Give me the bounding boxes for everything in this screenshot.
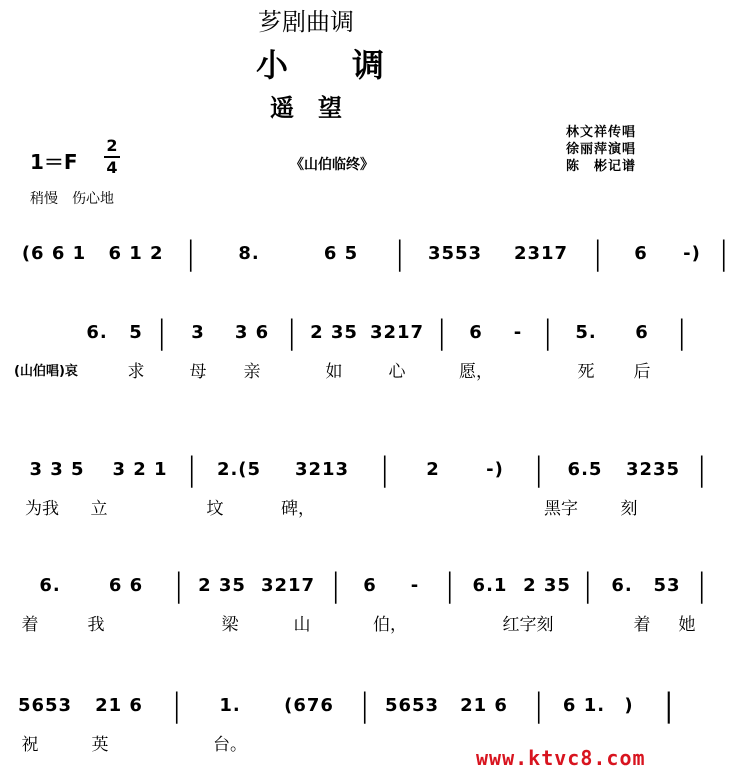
lyric-line xyxy=(14,354,694,384)
note-group: ) xyxy=(624,694,634,716)
lyric-syllable: 红字刻 xyxy=(502,614,554,635)
lyric-syllable: 死 xyxy=(577,361,595,382)
lyric-syllable: 着 xyxy=(633,614,651,635)
lyric-syllable: (山伯唱)哀 xyxy=(14,363,78,379)
note-group: 2 xyxy=(426,458,440,480)
barline: | xyxy=(332,566,340,604)
lyric-syllable: 为我 xyxy=(25,498,59,519)
category-title: 芗剧曲调 xyxy=(258,8,354,36)
barline: | xyxy=(535,450,543,488)
note-group: 6 1 2 xyxy=(108,242,164,264)
credit-line: 林文祥传唱 xyxy=(566,125,637,140)
tempo-marking: 稍慢 伤心地 xyxy=(30,191,114,207)
time-numerator: 2 xyxy=(106,136,118,155)
note-group: 2 35 xyxy=(523,574,571,596)
barline: | xyxy=(698,450,706,488)
lyric-syllable: 如 xyxy=(325,361,343,382)
lyric-syllable: 祝 xyxy=(21,734,39,755)
notation-line xyxy=(14,234,728,272)
note-group: 3 xyxy=(191,321,205,343)
barline: | xyxy=(173,686,181,724)
barline: | xyxy=(361,686,369,724)
note-group: 8. xyxy=(238,242,260,264)
note-group: 6 5 xyxy=(323,242,359,264)
lyric-syllable: 母 xyxy=(189,361,207,382)
key-signature: 1＝F xyxy=(30,150,78,174)
barline: | xyxy=(584,566,592,604)
note-group: (6 6 1 xyxy=(21,242,87,264)
credit-line: 陈 彬记谱 xyxy=(566,159,637,174)
barline: | xyxy=(158,313,166,351)
lyric-syllable: 着 xyxy=(21,614,39,635)
lyric-syllable: 台。 xyxy=(213,734,247,755)
lyric-syllable: 伯， xyxy=(373,614,407,635)
barline: | xyxy=(438,313,446,351)
notation-line xyxy=(14,450,706,488)
note-group: 6 xyxy=(634,242,648,264)
barline: | xyxy=(544,313,552,351)
note-group: 2 35 xyxy=(310,321,358,343)
source-opera: 《山伯临终》 xyxy=(290,157,374,173)
note-group: 3 6 xyxy=(234,321,270,343)
song-subtitle: 遥 望 xyxy=(270,93,342,122)
notation-line xyxy=(14,566,706,604)
note-group: 3217 xyxy=(260,574,316,596)
lyric-syllable: 后 xyxy=(633,361,651,382)
note-group: 3217 xyxy=(369,321,425,343)
note-group: - xyxy=(513,321,523,343)
barline: | xyxy=(381,450,389,488)
score-row-4 xyxy=(0,556,706,656)
lyric-syllable: 心 xyxy=(388,361,406,382)
note-group: 3553 xyxy=(427,242,483,264)
barline: | xyxy=(594,234,602,272)
barline: | xyxy=(446,566,454,604)
note-group: 5653 xyxy=(17,694,73,716)
lyric-syllable: 我 xyxy=(87,614,105,635)
notation-line xyxy=(14,686,694,724)
note-group: 5. xyxy=(575,321,597,343)
lyric-syllable: 英 xyxy=(91,734,109,755)
lyric-syllable: 她 xyxy=(678,614,696,635)
time-denominator: 4 xyxy=(106,158,118,177)
lyric-line xyxy=(14,491,694,521)
lyric-syllable: 刻 xyxy=(620,498,638,519)
note-group: 6. xyxy=(611,574,633,596)
note-group: 53 xyxy=(653,574,681,596)
note-group: 2 35 xyxy=(198,574,246,596)
barline: | xyxy=(535,686,543,724)
credits-block xyxy=(566,124,636,175)
note-group: 5653 xyxy=(384,694,440,716)
note-group: 2.(5 xyxy=(216,458,262,480)
barline: | xyxy=(188,450,196,488)
note-group: 3 3 5 xyxy=(29,458,85,480)
lyric-line xyxy=(14,607,694,637)
note-group: (676 xyxy=(284,694,334,716)
barline: | xyxy=(175,566,183,604)
lyric-syllable: 求 xyxy=(127,361,145,382)
note-group: 6. xyxy=(86,321,108,343)
song-title: 小 调 xyxy=(256,46,385,84)
note-group: 1. xyxy=(219,694,241,716)
barline: | xyxy=(187,234,195,272)
lyric-syllable: 碑， xyxy=(281,498,315,519)
lyric-syllable: 立 xyxy=(90,498,108,519)
note-group: 6 6 xyxy=(108,574,144,596)
score-row-3 xyxy=(0,440,706,540)
note-group: 6.5 xyxy=(567,458,603,480)
note-group: 21 6 xyxy=(460,694,508,716)
lyric-syllable: 山 xyxy=(293,614,311,635)
lyric-syllable: 愿， xyxy=(459,361,493,382)
note-group: 21 6 xyxy=(95,694,143,716)
score-row-2 xyxy=(0,303,700,403)
note-group: 3213 xyxy=(294,458,350,480)
note-group: 5 xyxy=(129,321,143,343)
lyric-syllable: 亲 xyxy=(243,361,261,382)
note-group: 6 xyxy=(363,574,377,596)
note-group: 3 2 1 xyxy=(112,458,168,480)
note-group: -) xyxy=(486,458,504,480)
barline: | xyxy=(396,234,404,272)
barline: | xyxy=(288,313,296,351)
note-group: 6 xyxy=(469,321,483,343)
note-group: - xyxy=(410,574,420,596)
site-watermark[interactable]: www.ktvc8.com xyxy=(476,746,646,770)
note-group: 6. xyxy=(39,574,61,596)
note-group: -) xyxy=(683,242,701,264)
note-group: 6 1. xyxy=(562,694,606,716)
credit-line: 徐丽萍演唱 xyxy=(566,142,637,157)
note-group: 6.1 xyxy=(472,574,508,596)
lyric-syllable: 梁 xyxy=(221,614,239,635)
lyric-syllable: 黑字 xyxy=(544,498,578,519)
lyric-syllable: 坟 xyxy=(206,498,224,519)
note-group: 3235 xyxy=(625,458,681,480)
note-group: 6 xyxy=(635,321,649,343)
note-group: 2317 xyxy=(513,242,569,264)
barline: | xyxy=(665,686,673,724)
barline: | xyxy=(678,313,686,351)
notation-line xyxy=(14,313,694,351)
barline: | xyxy=(698,566,706,604)
barline: | xyxy=(720,234,728,272)
